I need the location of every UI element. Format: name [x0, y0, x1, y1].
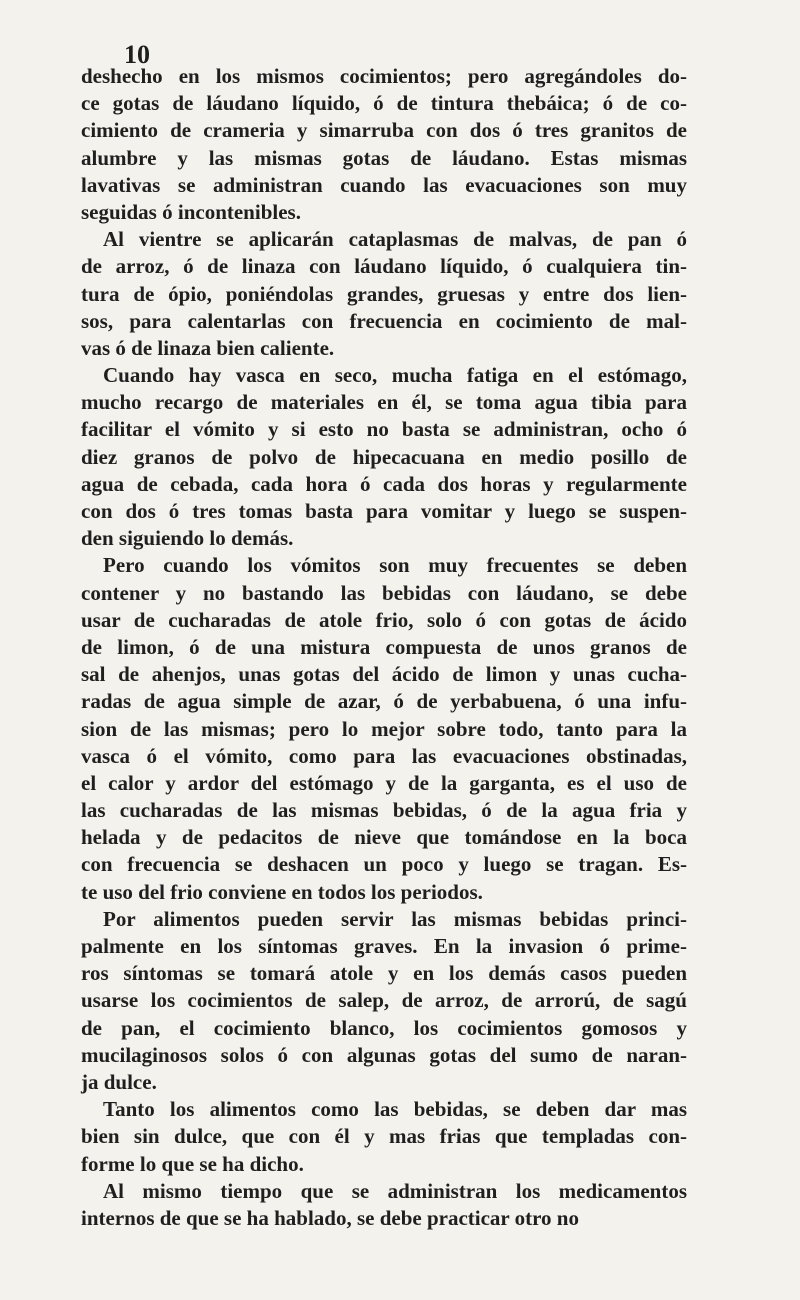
text-line: forme lo que se ha dicho. — [81, 1151, 304, 1176]
paragraph — [81, 63, 687, 226]
text-line: contener y no bastando las bebidas con láudano, se debe — [81, 580, 687, 605]
text-line: vasca ó el vómito, como para las evacuaciones obstinadas, — [81, 743, 687, 768]
text-line: deshecho en los mismos cocimientos; pero agregándoles do- — [81, 64, 687, 88]
text-line: vas ó de linaza bien caliente. — [81, 335, 335, 360]
paragraph — [81, 226, 687, 362]
text-line: mucilaginosos solos ó con algunas gotas del sumo de naran- — [81, 1042, 687, 1067]
text-line: alumbre y las mismas gotas de láudano. Estas mismas — [81, 145, 687, 170]
text-line: bien sin dulce, que con él y mas frias que templadas con- — [81, 1124, 687, 1149]
text-line: den siguiendo lo demás. — [81, 526, 294, 551]
text-line: usar de cucharadas de atole frio, solo ó con gotas de ácido — [81, 607, 687, 632]
text-line: con frecuencia se deshacen un poco y luego se tragan. Es- — [81, 852, 687, 877]
text-line: lavativas se administran cuando las evacuaciones son muy — [81, 172, 687, 197]
text-line: sos, para calentarlas con frecuencia en cocimiento de mal- — [81, 308, 687, 333]
body-text — [81, 63, 687, 1232]
text-line: con dos ó tres tomas basta para vomitar y luego se suspen- — [81, 499, 687, 523]
text-line: facilitar el vómito y si esto no basta se administran, ocho ó — [81, 417, 687, 442]
text-line: Al mismo tiempo que se administran los medicamentos — [103, 1178, 687, 1203]
text-line: agua de cebada, cada hora ó cada dos horas y regularmente — [81, 471, 687, 496]
text-line: ros síntomas se tomará atole y en los demás casos pueden — [81, 961, 687, 986]
text-line: mucho recargo de materiales en él, se toma agua tibia para — [81, 390, 687, 415]
paragraph — [81, 362, 687, 552]
text-line: ja dulce. — [81, 1069, 157, 1094]
text-line: cimiento de crameria y simarruba con dos ó tres granitos de — [81, 118, 687, 143]
text-line: el calor y ardor del estómago y de la garganta, es el uso de — [81, 770, 687, 795]
text-line: sal de ahenjos, unas gotas del ácido de limon y unas cucha- — [81, 662, 687, 687]
text-line: usarse los cocimientos de salep, de arroz, de arrorú, de sagú — [81, 988, 687, 1013]
text-line: sion de las mismas; pero lo mejor sobre todo, tanto para la — [81, 716, 687, 741]
text-line: Pero cuando los vómitos son muy frecuentes se deben — [103, 553, 687, 578]
text-line: de arroz, ó de linaza con láudano líquido, ó cualquiera tin- — [81, 254, 687, 279]
text-line: Al vientre se aplicarán cataplasmas de malvas, de pan ó — [103, 227, 687, 252]
paragraph — [81, 552, 687, 905]
text-line: Tanto los alimentos como las bebidas, se deben dar mas — [103, 1097, 687, 1122]
text-line: tura de ópio, poniéndolas grandes, gruesas y entre dos lien- — [81, 281, 687, 306]
text-line: ce gotas de láudano líquido, ó de tintura thebáica; ó de co- — [81, 91, 687, 116]
text-line: helada y de pedacitos de nieve que tomándose en la boca — [81, 825, 687, 850]
text-line: seguidas ó incontenibles. — [81, 199, 301, 224]
text-line: radas de agua simple de azar, ó de yerbabuena, ó una infu- — [81, 689, 687, 714]
text-line: diez granos de polvo de hipecacuana en medio posillo de — [81, 444, 687, 469]
text-line: Por alimentos pueden servir las mismas bebidas princi- — [103, 906, 687, 931]
text-line: internos de que se ha hablado, se debe practicar otro no — [81, 1205, 579, 1230]
paragraph — [81, 1096, 687, 1178]
text-line: palmente en los síntomas graves. En la invasion ó prime- — [81, 934, 687, 958]
page-number: 10 — [124, 40, 150, 69]
paragraph — [81, 1178, 687, 1232]
text-line: de pan, el cocimiento blanco, los cocimientos gomosos y — [81, 1015, 687, 1040]
paragraph — [81, 906, 687, 1096]
text-line: de limon, ó de una mistura compuesta de unos granos de — [81, 634, 687, 659]
text-line: las cucharadas de las mismas bebidas, ó de la agua fria y — [81, 798, 687, 823]
text-line: te uso del frio conviene en todos los periodos. — [81, 879, 483, 904]
text-line: Cuando hay vasca en seco, mucha fatiga en el estómago, — [103, 363, 687, 388]
